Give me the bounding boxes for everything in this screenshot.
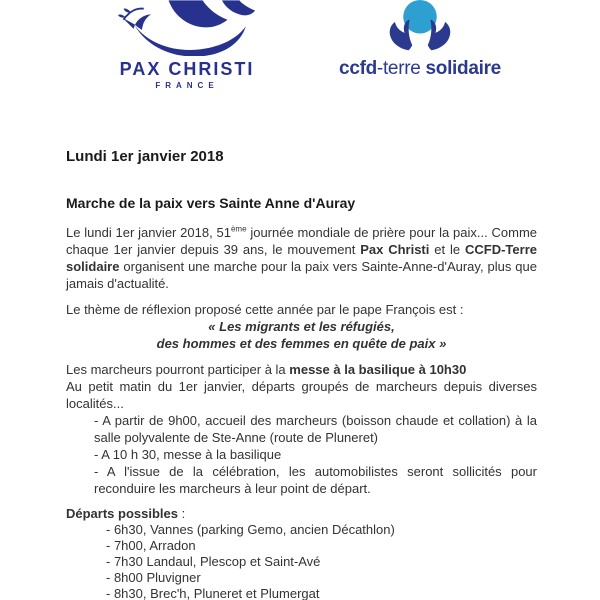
globe-hands-icon: [374, 0, 466, 58]
mass-text: Les marcheurs pourront participer à la: [66, 362, 290, 377]
intro-bold-ccfd: CCFD-Terre solidaire: [66, 242, 537, 274]
ccfd-wordmark-solidaire: solidaire: [425, 58, 501, 79]
departure-item: - 8h00 Pluvigner: [106, 570, 201, 585]
departures-heading: [66, 505, 537, 522]
intro-text-1: Le lundi 1er janvier 2018, 51: [66, 225, 231, 240]
schedule-item: - A partir de 9h00, accueil des marcheurs (boisson chaude et collation) à la salle polyvalente de Ste-Anne (route de Pluneret): [94, 413, 537, 445]
pax-christi-logo: [102, 0, 272, 90]
ccfd-wordmark-ccfd: ccfd: [339, 58, 377, 79]
mass-bold: messe à la basilique à 10h30: [289, 362, 467, 377]
date-heading: Lundi 1er janvier 2018: [66, 148, 224, 165]
dove-icon: [118, 0, 256, 56]
logo-header: [0, 0, 600, 98]
intro-bold-pax-christi: Pax Christi: [360, 242, 430, 257]
theme-block: [66, 301, 537, 352]
pax-christi-country: FRANCE: [155, 81, 219, 90]
intro-text-4: organisent une marche pour la paix vers Sainte-Anne-d'Auray, plus que jamais d'actualité.: [66, 259, 537, 291]
mass-line: [66, 361, 537, 378]
page-title: Marche de la paix vers Sainte Anne d'Auray: [66, 195, 356, 211]
departures-heading-bold: Départs possibles: [66, 506, 178, 521]
schedule-item: - A l'issue de la célébration, les automobilistes seront sollicités pour reconduire les marcheurs à leur point de départ.: [94, 464, 537, 496]
intro-text-3: et le: [429, 242, 465, 257]
morning-line: Au petit matin du 1er janvier, départs groupés de marcheurs depuis diverses localités...: [66, 379, 537, 411]
theme-intro-line: Le thème de réflexion proposé cette année par le pape François est :: [66, 302, 464, 317]
quote-line-2: des hommes et des femmes en quête de paix »: [156, 336, 447, 351]
departure-item: - 7h30 Landaul, Plescop et Saint-Avé: [106, 554, 321, 569]
pax-christi-wordmark: PAX CHRISTI: [119, 59, 255, 79]
ccfd-wordmark: [328, 59, 512, 78]
document-body: [0, 148, 600, 600]
practical-info-block: [66, 361, 537, 497]
ordinal-superscript: ème: [230, 224, 247, 234]
schedule-item: - A 10 h 30, messe à la basilique: [94, 447, 282, 462]
departure-item: - 8h30, Brec'h, Pluneret et Plumergat: [106, 586, 320, 600]
ccfd-wordmark-terre: -terre: [376, 58, 426, 79]
departures-heading-colon: :: [178, 506, 186, 521]
departure-item: - 7h00, Arradon: [106, 538, 196, 553]
ccfd-logo: [328, 0, 512, 78]
departure-item: - 6h30, Vannes (parking Gemo, ancien Décathlon): [106, 522, 395, 537]
intro-text-2: journée mondiale de prière pour la paix... Comme chaque 1er janvier depuis 39 ans, le mouvement: [66, 225, 538, 257]
intro-paragraph: [66, 224, 537, 292]
quote-line-1: « Les migrants et les réfugiés,: [208, 319, 395, 334]
